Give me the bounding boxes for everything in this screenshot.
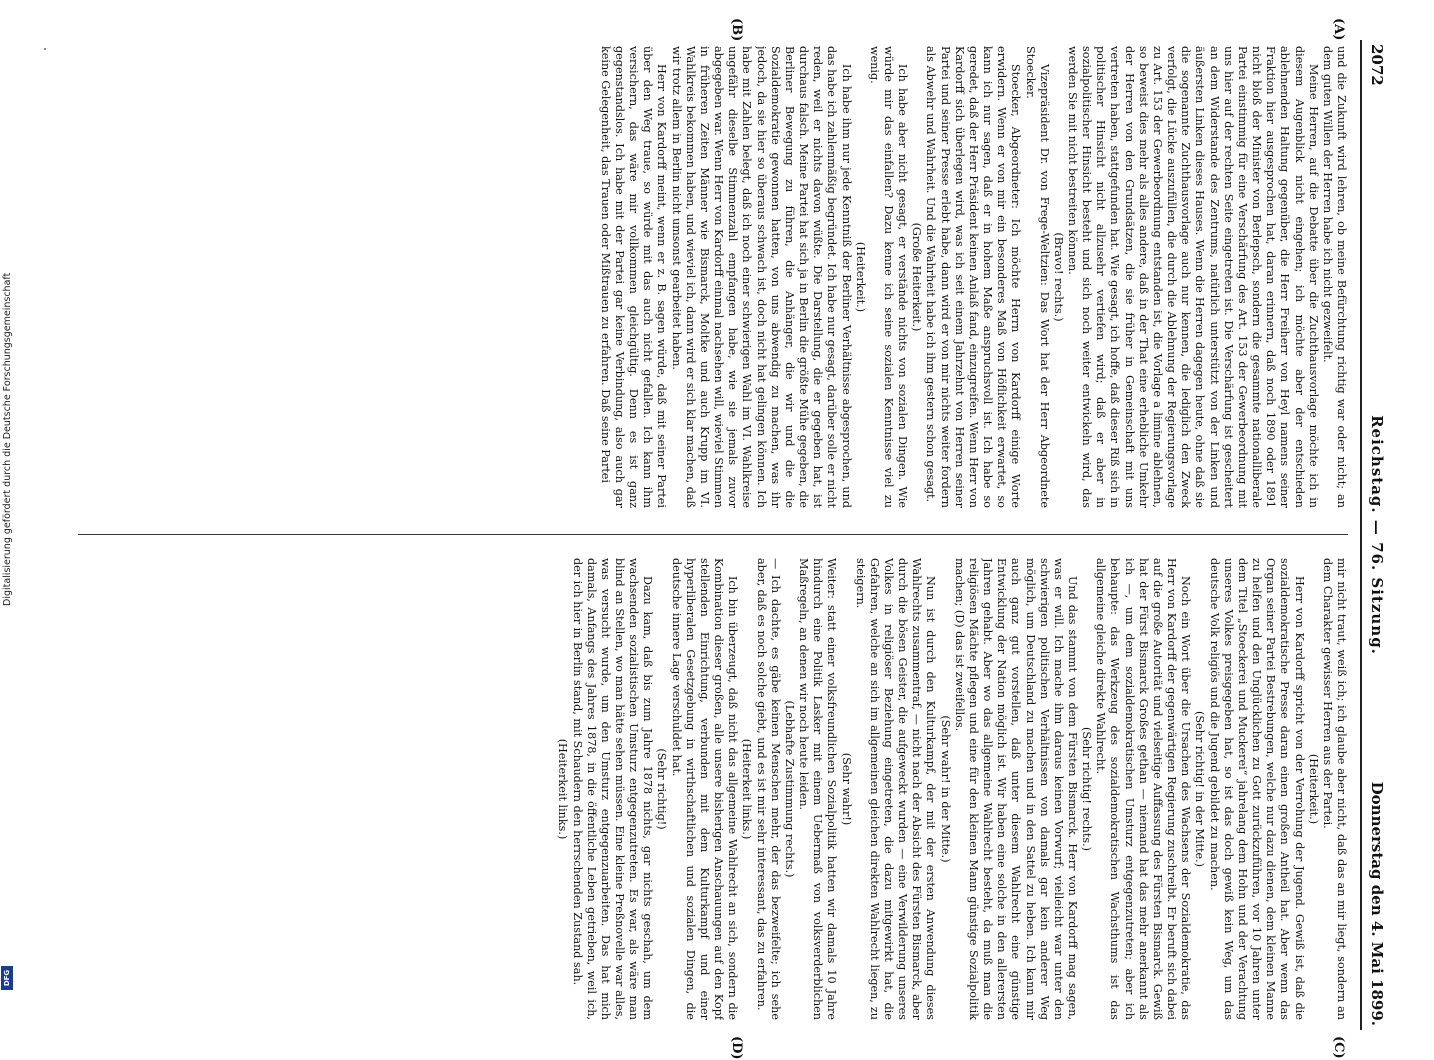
column-divider — [78, 534, 1348, 535]
dfg-logo-text: DFG — [3, 969, 11, 987]
margin-mark-a: (A) — [1331, 18, 1346, 41]
paragraph: Herr von Kardorff spricht von der Verrohung der Jugend. Gewiß ist, daß die sozialdemokratische Presse daran einen großen Antheil hat. Aber wenn das Organ seiner Partei Bestrebungen, welche nur dazu dienen, dem kleinen Manne zu helfen und den Unglücklichen zu Gott zurückzuführen, vor 10 Jahren unter dem Titel „Stoeckerei und Muckerei“ jahrelang dem Hohn und der Verachtung unseres Volkes preisgegeben hat, so ist das doch gewiß kein Weg, um das deutsche Volk religiös und die Jugend gebildet zu machen. — [1207, 558, 1306, 1020]
paragraph: — Ich dachte, es gäbe keinen Menschen mehr, der das bezweifelte; ich sehe aber, daß es noch solche giebt, und es ist mir sehr interessant, das zu erfahren. — [754, 558, 782, 1020]
interjection: (Heiterkeit.) — [853, 241, 867, 313]
paragraph: Ich habe ihm nur jede Kenntniß der Berliner Verhältnisse abgesprochen, und das habe ich zahlenmäßig begründet. Ich habe nur gesagt, darüber solle er nicht reden, weil er nichts davon wüßte. Die Darstellung, die er gegeben hat, ist durchaus falsch. Meine Partei hat sich ja in Berlin die größte Mühe gegeben, die Berliner Bewegung zu führen, die Anhänger, die wir und die die Sozialdemokratie gewonnen hatten, von uns abwendig zu machen, was ihr jedoch, da sie hier so überaus schwach ist, doch nicht hat gelingen können. Ich habe mit Zahlen belegt, daß ich noch einer schwierigen Wahl im VI. Wahlkreise ungefähr dieselbe Stimmenzahl empfangen habe, wie sie jemals zuvor abgegeben war. Wenn Herr von Kardorff einmal nachsehen will, wieviel Stimmen in früheren Zeiten Männer wie Bismarck, Moltke und auch Krupp im VI. Wahlkreis bekommen haben, und wieviel ich, dann wird er sich klar machen, daß wir trotz allem in Berlin nicht umsonst gearbeitet haben. — [669, 46, 853, 508]
page-title: Reichstag. — 76. Sitzung. — [1368, 415, 1386, 655]
dfg-logo — [1, 966, 13, 990]
margin-mark-c: (C) — [1331, 1036, 1346, 1059]
interjection: (Sehr richtig!) — [655, 748, 669, 830]
paragraph: Weiter: statt einer volksfreundlichen Sozialpolitik hatten wir damals 10 Jahre hindurch eine Politik Lasker mit einem Uebermaß von volksverderblichen Maßregeln, an denen wir noch heute leiden. — [797, 558, 839, 1020]
paragraph: Und das stammt von dem Fürsten Bismarck. Herr von Kardorff mag sagen, was er will. Ich mache ihm daraus keinen Vorwurf; vielleicht war unter den schwierigen politischen Verhältnissen von damals gar kein anderer Weg möglich, um Deutschland zu machen und in den Sattel zu heben. Ich kann mir auch ganz gut vorstellen, daß unter diesem Wahlrecht eine günstige Entwicklung der Nation möglich ist. Wir haben eine solche in den allerersten Jahren gehabt. Aber wo das allgemeine Wahlrecht besteht, da muß man die religiösen Mächte pflegen und eine für den kleinen Mann günstige Sozialpolitik machen; (D) das ist zweifellos. — [952, 558, 1080, 1020]
paragraph: und die Zukunft wird lehren, ob meine Befürchtung richtig war oder nicht; an dem guten Willen der Herren habe ich nicht gezweifelt. — [1320, 46, 1348, 508]
interjection: (Sehr richtig! in der Mitte.) — [1193, 710, 1207, 868]
interjection: (Sehr wahr! in der Mitte.) — [938, 715, 952, 863]
right-text-column — [78, 558, 1348, 1020]
margin-mark-d: (D) — [729, 1036, 744, 1060]
paragraph: Meine Herren, auf die Debatte über die Zuchthausvorlage möchte ich in diesem Augenblick nicht eingehen; ich möchte aber der entschieden ablehnenden Haltung gegenüber, die Herr Freiherr von Heyl namens seiner Fraktion hier ausgesprochen hat, daran erinnern, daß noch 1890 oder 1891 nicht bloß der Minister von Berlepsch, sondern die gesammte nationalliberale Partei einstimmig für eine Verschärfung des Art. 153 der Gewerbeordnung mit uns hier auf der rechten Seite eingetreten ist. Die Verschärfung ist gescheitert an dem Widerstande des Zentrums, natürlich unterstützt von der Linken und äußersten Linken dieses Hauses. Wenn die Herren dagegen heute, ohne daß sie die sogenannte Zuchthausvorlage auch nur kennen, die lediglich den Zweck verfolgt, die Lücke auszufüllen, die durch die Ablehnung der Regierungsvorlage zu Art. 153 der Gewerbeordnung entstanden ist, die Vorlage a limine ablehnen, so beweist dies mehr als alles andere, daß in der That eine erhebliche Umkehr der Herren von den Grundsätzen, die sie früher in Gemeinschaft mit uns vertreten haben, stattgefunden hat. Wie gesagt, ich hoffe, daß dieser Riß sich in politischer Hinsicht nicht allzusehr vertiefen wird; daß er aber in sozialpolitischer Hinsicht besteht und sich noch weiter entwickeln wird, das werden Sie mit nicht bestreiten können. — [1066, 46, 1320, 508]
interjection: (Große Heiterkeit.) — [910, 222, 924, 332]
interjection: (Sehr wahr!) — [839, 752, 853, 826]
paragraph: Noch ein Wort über die Ursachen des Wachsens der Sozialdemokratie, das Herr von Kardorff der gegenwärtigen Regierung zuschreibt. Er beruft sich dabei auf die große Autorität und vielseitige Auffassung des Fürsten Bismarck. Gewiß hat der Fürst Bismarck Großes gethan — niemand hat das mehr anerkannt als ich —, um dem sozialdemokratischen Umsturz entgegenzutreten; aber ich behaupte: das Werkzeug des sozialdemokratischen Wachsthums ist das allgemeine gleiche direkte Wahlrecht. — [1094, 558, 1193, 1020]
paragraph: Nun ist durch den Kulturkampf, der mit der ersten Anwendung dieses Wahlrechts zusammentraf, — nicht nach der Absicht des Fürsten Bismarck, aber durch die bösen Geister, die aufgeweckt wurden — eine Verwilderung unseres Volkes in religiöser Beziehung eingetreten, die dazu mitgewirkt hat, die Gefahren, welche an sich im allgemeinen gleichen direkten Wahlrecht liegen, zu steigern. — [853, 558, 938, 1020]
paragraph: Ich bin überzeugt, daß nicht das allgemeine Wahlrecht an sich, sondern die Kombination dieser großen, alle unsere bisherigen Anschauungen auf den Kopf stellenden Einrichtung, verbunden mit dem Kulturkampf und einer hyperliberalen Gesetzgebung in wirthschaftlichen und sozialen Dingen, die deutsche innere Lage verschuldet hat. — [669, 558, 740, 1020]
interjection: (Lebhafte Zustimmung rechts.) — [782, 700, 796, 878]
rotated-newspaper-page — [62, 18, 1392, 1060]
paragraph: mir nicht traut, weiß ich; ich glaube aber nicht, daß das an mir liegt, sondern an dem Charakter gewisser Herren aus der Partei. — [1320, 558, 1348, 1020]
interjection: (Bravo! rechts.) — [1051, 232, 1065, 322]
margin-mark-b: (B) — [729, 18, 744, 42]
interjection: (Heiterkeit.) — [1306, 753, 1320, 825]
session-date: Donnerstag den 4. Mai 1899. — [1368, 781, 1386, 1026]
paragraph: Ich habe aber nicht gesagt, er verstände nichts von sozialen Dingen. Wie würde mir das einfallen? Dazu kenne ich seine sozialen Kenntnisse viel zu wenig. — [867, 46, 910, 508]
page-header — [1360, 40, 1392, 1030]
left-text-column — [78, 46, 1348, 508]
paragraph: Stoecker, Abgeordneter: Ich möchte Herrn von Kardorff einige Worte erwidern. Wenn er von mir ein besonderes Maß von Höflichkeit erwartet, so kann ich nur sagen, daß er in hohem Maße anspruchsvoll ist. Ich habe so geredet, daß der Herr Präsident keinen Anlaß fand, einzugreifen. Wenn Herr von Kardorff sich überlegen wird, was ich seit einem Jahrzehnt von Herren seiner Partei und seiner Presse erlebt habe, dann wird er von mir nichts weiter fordern als Abwehr und Wahrheit. Und die Wahrheit habe ich ihm gestern schon gesagt. — [924, 46, 1023, 508]
interjection: (Heiterkeit links.) — [556, 738, 570, 840]
page-number: 2072 — [1368, 44, 1386, 86]
punch-mark — [44, 48, 46, 50]
paragraph: Vizepräsident Dr. von Frege-Weltzien: Das Wort hat der Herr Abgeordnete Stoecker. — [1023, 46, 1051, 508]
interjection: (Sehr richtig! rechts.) — [1080, 726, 1094, 852]
paragraph: Herr von Kardorff meint, wenn er z. B. sagen würde, daß mit seiner Partei über den Weg traue, so würde mit das auch nicht gefallen. Ich kann ihm versichern, das wäre mir vollkommen gleichgültig. Denn es ist ganz gegenstandslos. Ich habe mit der Partei gar keine Verbindung, also auch gar keine Gelegenheit, das Trauen oder Mißtrauen zu erfahren. Daß seine Partei — [598, 46, 669, 508]
interjection: (Heiterkeit links.) — [740, 738, 754, 840]
digitization-credit: Digitalisierung gefördert durch die Deutsche Forschungsgemeinschaft — [2, 272, 13, 606]
paragraph: Dazu kam, daß bis zum Jahre 1878 nichts, gar nichts geschah, um dem wachsenden sozialistischen Umsturz entgegenzutreten. Es war, als wäre man blind an Stellen, wo man hätte sehen müssen. Eine kleine Preßnovelle war alles, was versucht wurde, um den Umsturz entgegenzuarbeiten. Das hat mich damals, Anfangs des Jahres 1878, in die öffentliche Leben getrieben, weil ich, der ich hier in Berlin stand, mit Schaudern den herrschenden Zustand sah. — [570, 558, 655, 1020]
